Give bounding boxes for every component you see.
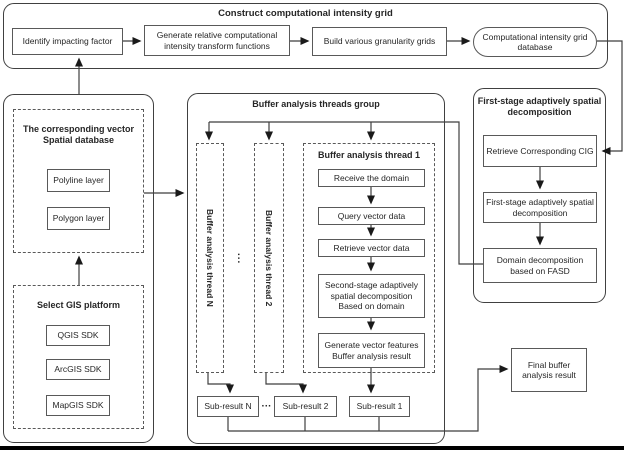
thread-2-label: Buffer analysis thread 2: [264, 209, 274, 307]
vector-db-title: The corresponding vector Spatial database: [22, 124, 135, 146]
second-stage-decomposition-box: Second-stage adaptively spatial decomposition Based on domain: [318, 274, 425, 318]
fasd-title: First-stage adaptively spatial decomposition: [477, 96, 602, 118]
mapgis-sdk-box: MapGIS SDK: [46, 395, 110, 416]
build-granularity-grids-box: Build various granularity grids: [312, 27, 447, 56]
sub-result-n-box: Sub-result N: [197, 396, 259, 417]
cig-database-node: Computational intensity grid database: [473, 27, 597, 57]
polyline-layer-box: Polyline layer: [47, 169, 110, 192]
thread-2-dashed-box: [254, 143, 284, 373]
construct-grid-title: Construct computational intensity grid: [218, 8, 393, 19]
query-vector-data-box: Query vector data: [318, 207, 425, 225]
sub-result-2-box: Sub-result 2: [274, 396, 337, 417]
threads-group-title: Buffer analysis threads group: [252, 99, 380, 109]
generate-transform-functions-box: Generate relative computational intensity transform functions: [144, 25, 290, 56]
thread-1-title: Buffer analysis thread 1: [317, 150, 421, 160]
fasd-decomposition-box: First-stage adaptively spatial decomposition: [483, 192, 597, 223]
sub-results-ellipsis: ···: [261, 401, 272, 412]
thread-n-label: Buffer analysis thread N: [205, 209, 215, 307]
thread-n-dashed-box: [196, 143, 224, 373]
identify-impacting-factor-box: Identify impacting factor: [12, 28, 123, 55]
gis-platform-title: Select GIS platform: [36, 300, 121, 310]
sub-result-1-box: Sub-result 1: [349, 396, 410, 417]
qgis-sdk-box: QGIS SDK: [46, 325, 110, 346]
bottom-border-bar: [0, 446, 624, 450]
retrieve-vector-data-box: Retrieve vector data: [318, 239, 425, 257]
receive-domain-box: Receive the domain: [318, 169, 425, 187]
retrieve-cig-box: Retrieve Corresponding CIG: [483, 135, 597, 167]
generate-buffer-result-box: Generate vector features Buffer analysis result: [318, 333, 425, 368]
domain-decomposition-box: Domain decomposition based on FASD: [483, 248, 597, 283]
threads-ellipsis: ...: [235, 253, 246, 265]
final-result-box: Final buffer analysis result: [511, 348, 587, 392]
polygon-layer-box: Polygon layer: [47, 207, 110, 230]
arcgis-sdk-box: ArcGIS SDK: [46, 359, 110, 380]
